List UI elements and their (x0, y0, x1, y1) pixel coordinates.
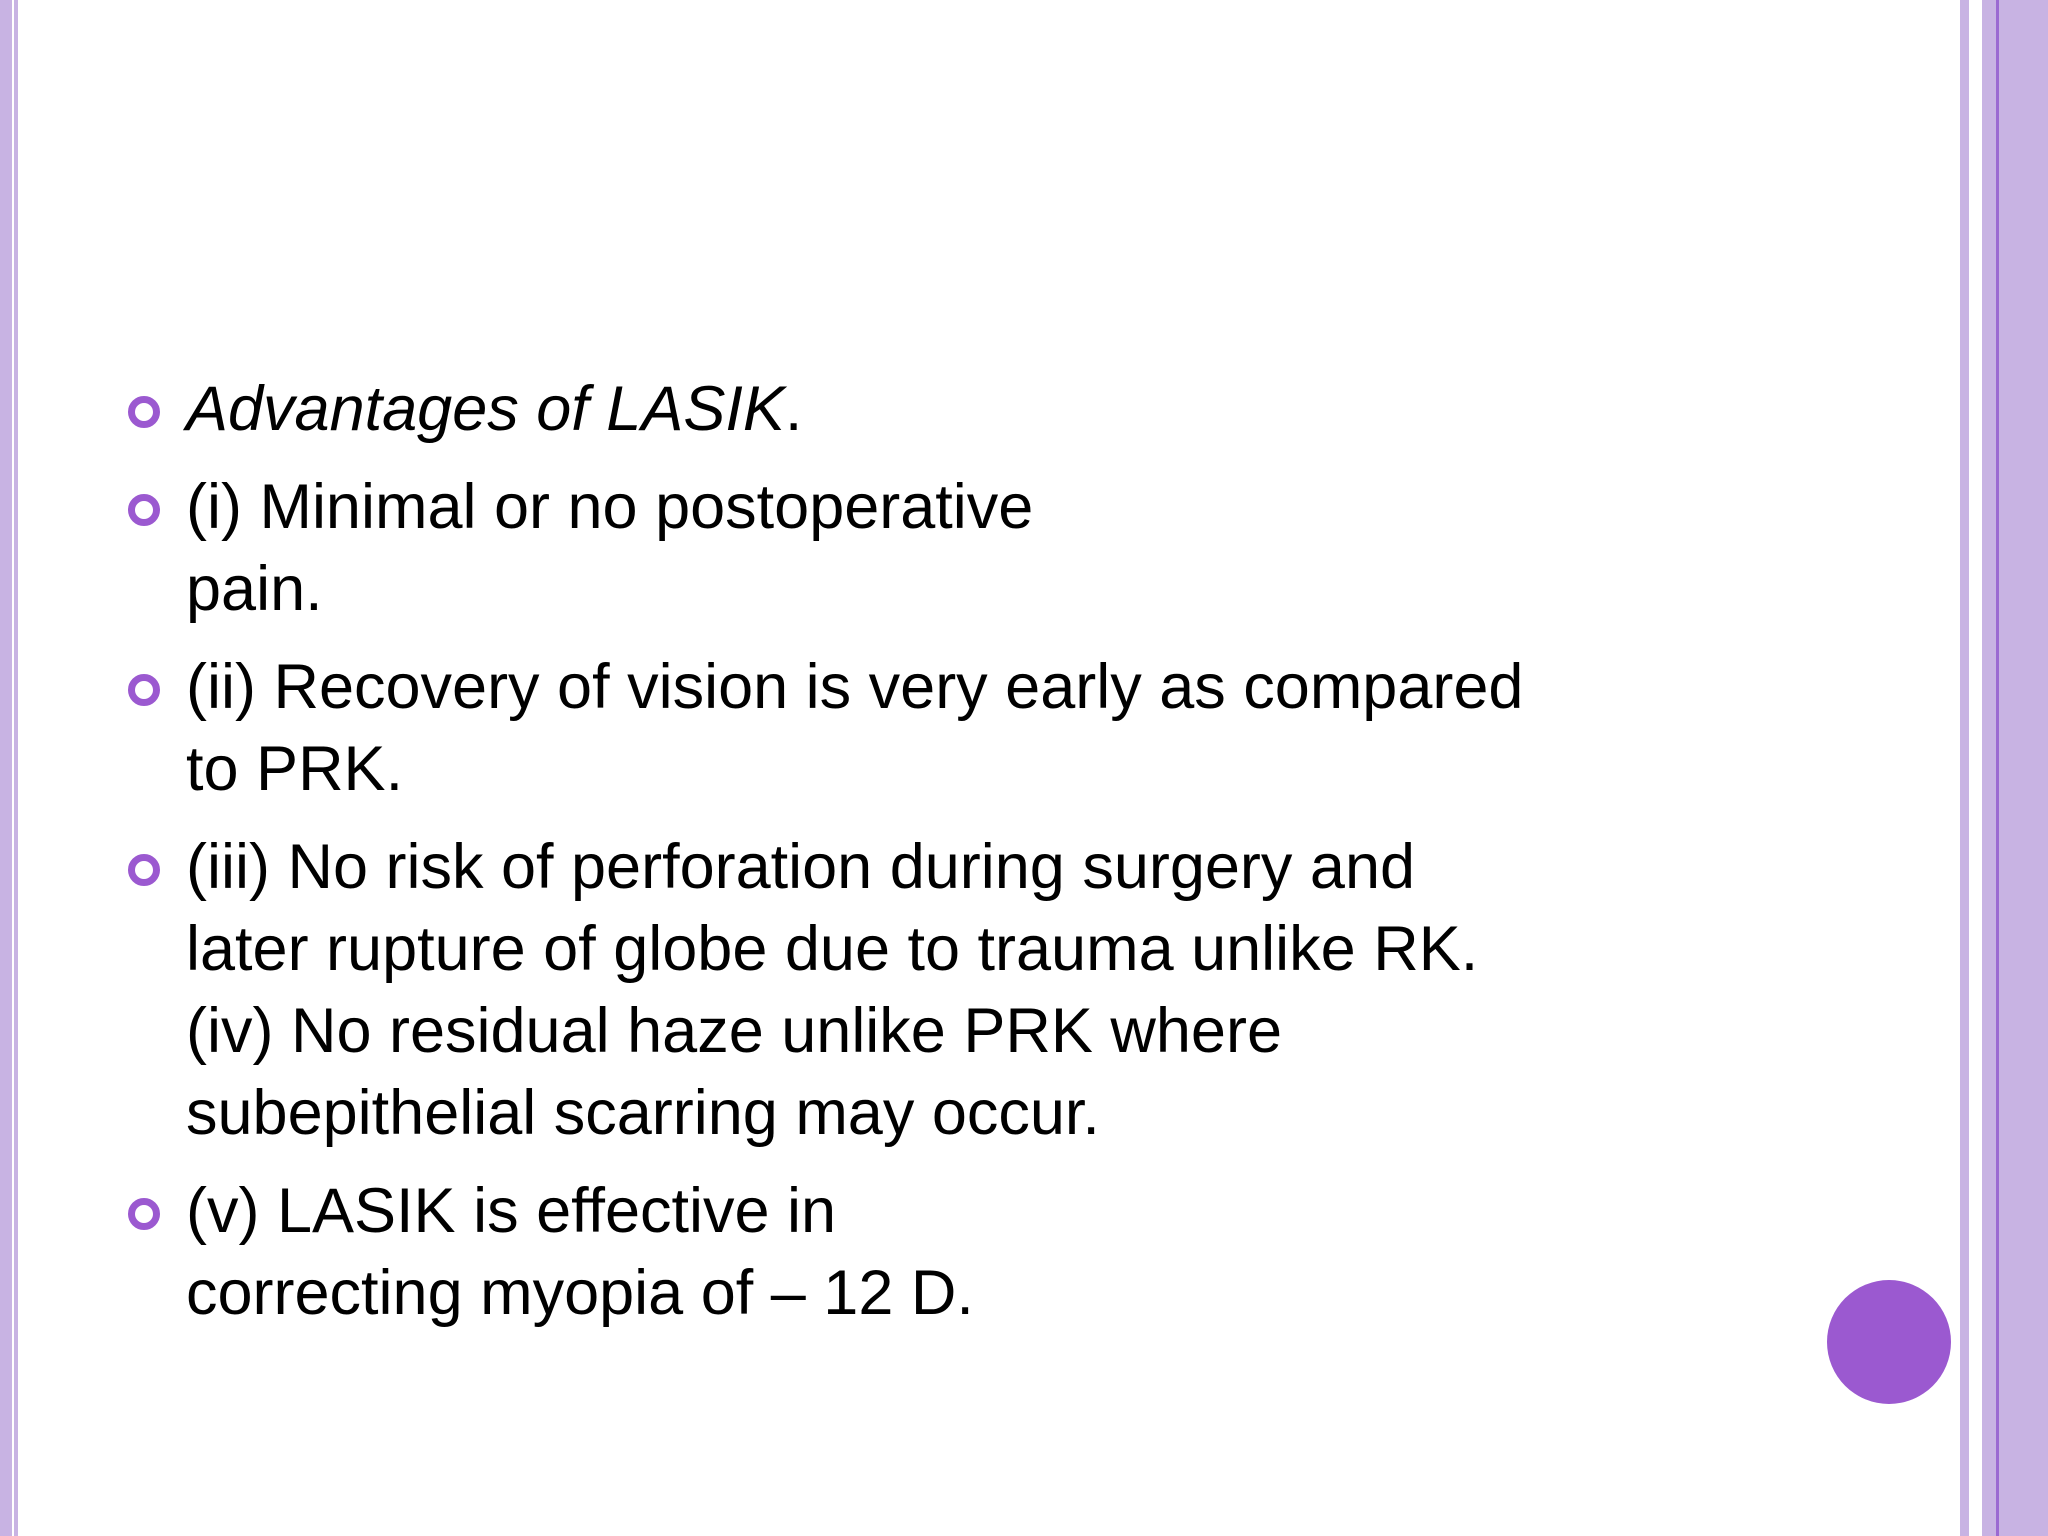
right-border-gap (1969, 0, 1982, 1536)
list-item (128, 826, 1688, 1154)
circle-bullet-icon (128, 854, 160, 886)
list-item (128, 1170, 1688, 1334)
list-item (128, 466, 1688, 630)
left-border-stripe (0, 0, 12, 1536)
circle-bullet-icon (128, 494, 160, 526)
list-item-line: subepithelial scarring may occur. (186, 1078, 1100, 1148)
right-border-band (1982, 0, 1996, 1536)
right-border-thin-line (1960, 0, 1969, 1536)
list-item-line: (iii) No risk of perforation during surgery and (186, 832, 1416, 902)
list-item-line: to PRK. (186, 734, 404, 804)
bullet-list (128, 368, 1688, 1350)
list-item-heading-period: . (784, 374, 803, 444)
list-item (128, 646, 1688, 810)
circle-bullet-icon (128, 396, 160, 428)
list-item-heading: Advantages of LASIK (186, 374, 785, 444)
list-item-line (186, 368, 1688, 450)
list-item-line: (iv) No residual haze unlike PRK where (186, 996, 1282, 1066)
list-item-line: (v) LASIK is effective in (186, 1176, 837, 1246)
list-item-line: later rupture of globe due to trauma unlike RK. (186, 914, 1479, 984)
list-item-line: (i) Minimal or no postoperative (186, 472, 1034, 542)
right-border-outer-band (1999, 0, 2048, 1536)
list-item-line: correcting myopia of – 12 D. (186, 1258, 974, 1328)
list-item (128, 368, 1688, 450)
circle-bullet-icon (128, 674, 160, 706)
decorative-circle (1827, 1280, 1951, 1404)
circle-bullet-icon (128, 1198, 160, 1230)
list-item-line: (ii) Recovery of vision is very early as compared (186, 652, 1524, 722)
list-item-line: pain. (186, 554, 323, 624)
left-border-thin-stripe (14, 0, 18, 1536)
